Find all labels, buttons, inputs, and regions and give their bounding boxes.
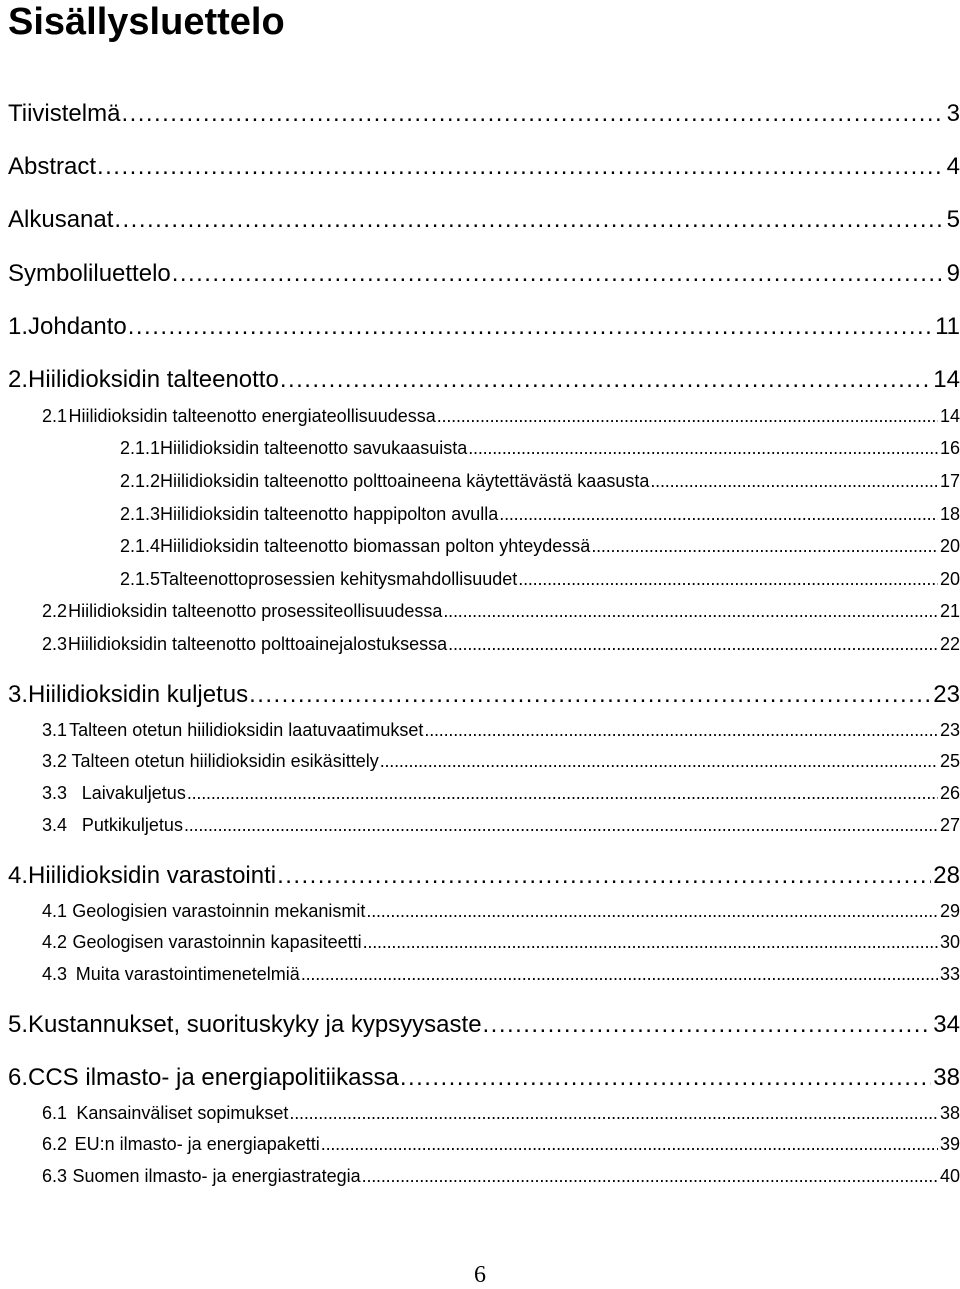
toc-section-2-3[interactable]: [42, 631, 960, 655]
dot-leader: [321, 1134, 938, 1155]
toc-entry-number: 6.3: [42, 1166, 68, 1186]
toc-entry-page: 30: [939, 932, 960, 952]
dot-leader: [448, 634, 938, 655]
toc-section-3-3[interactable]: [42, 780, 960, 804]
toc-entry-title: Kansainväliset sopimukset: [76, 1103, 289, 1123]
toc-subsection-2-1-5[interactable]: [120, 566, 960, 590]
toc-entry-title: Geologisien varastoinnin mekanismit: [72, 901, 366, 921]
toc-entry-page: 5: [946, 206, 960, 233]
toc-entry-number: 1.: [8, 313, 29, 340]
toc-entry-number: 6.: [8, 1064, 29, 1091]
toc-entry-page: 21: [939, 601, 960, 621]
page-title: Sisällysluettelo: [8, 1, 285, 43]
toc-chapter-2[interactable]: [8, 364, 960, 394]
toc-entry-number: 3.3: [42, 783, 68, 803]
toc-entry-number: 6.2: [42, 1134, 68, 1154]
toc-entry-abstract[interactable]: [8, 151, 960, 181]
toc-entry-page: 40: [939, 1166, 960, 1186]
toc-entry-title: Muita varastointimenetelmiä: [75, 964, 300, 984]
toc-section-2-2[interactable]: [42, 598, 960, 622]
toc-entry-page: 22: [939, 634, 960, 654]
toc-entry-number: 2.1: [42, 406, 68, 426]
dot-leader: [172, 260, 945, 288]
toc-entry-page: 38: [939, 1103, 960, 1123]
toc-chapter-3[interactable]: [8, 679, 960, 709]
toc-entry-number: 2.2: [42, 601, 68, 621]
toc-entry-title: Hiilidioksidin talteenotto polttoainejalostuksessa: [67, 634, 448, 654]
toc-entry-page: 33: [939, 964, 960, 984]
toc-entry-symboliluettelo[interactable]: [8, 258, 960, 288]
toc-entry-alkusanat[interactable]: [8, 204, 960, 234]
toc-entry-number: 6.1: [42, 1103, 68, 1123]
dot-leader: [363, 932, 938, 953]
toc-entry-number: 3.: [8, 681, 29, 708]
toc-section-4-1[interactable]: [42, 898, 960, 922]
dot-leader: [184, 815, 938, 836]
dot-leader: [400, 1064, 931, 1092]
toc-entry-page: 26: [939, 783, 960, 803]
toc-chapter-1[interactable]: [8, 311, 960, 341]
toc-entry-tiivistelma[interactable]: [8, 98, 960, 128]
toc-entry-title: Talteenottoprosessien kehitysmahdollisuudet: [160, 569, 518, 589]
toc-entry-page: 25: [939, 751, 960, 771]
toc-entry-title: Hiilidioksidin talteenotto: [28, 366, 279, 393]
toc-subsection-2-1-1[interactable]: [120, 435, 960, 459]
toc-section-2-1[interactable]: [42, 403, 960, 427]
toc-entry-page: 3: [946, 100, 960, 127]
toc-entry-number: 4.3: [42, 964, 68, 984]
toc-section-3-4[interactable]: [42, 812, 960, 836]
dot-leader: [424, 720, 938, 741]
toc-entry-title: Putkikuljetus: [81, 815, 183, 835]
toc-entry-title: Hiilidioksidin talteenotto biomassan polton yhteydessä: [160, 536, 591, 556]
toc-entry-title: Hiilidioksidin talteenotto happipolton avulla: [160, 504, 499, 524]
dot-leader: [437, 406, 938, 427]
toc-section-6-2[interactable]: [42, 1131, 960, 1155]
toc-chapter-4[interactable]: [8, 860, 960, 890]
toc-entry-number: 2.1.2: [120, 471, 161, 491]
dot-leader: [483, 1011, 932, 1039]
dot-leader: [380, 751, 938, 772]
toc-chapter-5[interactable]: [8, 1009, 960, 1039]
toc-entry-page: 34: [933, 1011, 960, 1038]
toc-entry-title: Johdanto: [28, 313, 127, 340]
toc-entry-title: Kustannukset, suorituskyky ja kypsyysaste: [28, 1011, 482, 1038]
dot-leader: [187, 783, 938, 804]
toc-section-3-1[interactable]: [42, 717, 960, 741]
toc-entry-number: 4.: [8, 862, 29, 889]
toc-section-4-3[interactable]: [42, 961, 960, 985]
toc-entry-title: Hiilidioksidin varastointi: [28, 862, 277, 889]
toc-subsection-2-1-2[interactable]: [120, 468, 960, 492]
toc-entry-title: Hiilidioksidin talteenotto energiateollisuudessa: [68, 406, 436, 426]
toc-entry-page: 16: [939, 438, 960, 458]
dot-leader: [443, 601, 938, 622]
toc-entry-page: 4: [946, 153, 960, 180]
toc-entry-number: 3.2: [42, 751, 68, 771]
toc-entry-number: 2.1.3: [120, 504, 161, 524]
toc-entry-title: Talteen otetun hiilidioksidin esikäsittely: [71, 751, 379, 771]
toc-entry-page: 18: [939, 504, 960, 524]
dot-leader: [301, 964, 938, 985]
toc-subsection-2-1-3[interactable]: [120, 501, 960, 525]
dot-leader: [128, 313, 933, 341]
dot-leader: [121, 100, 944, 128]
toc-entry-page: 27: [939, 815, 960, 835]
toc-entry-page: 23: [939, 720, 960, 740]
toc-entry-number: 4.1: [42, 901, 68, 921]
dot-leader: [591, 536, 938, 557]
toc-entry-title: Hiilidioksidin talteenotto savukaasuista: [160, 438, 468, 458]
toc-section-3-2[interactable]: [42, 748, 960, 772]
dot-leader: [362, 1166, 938, 1187]
toc-entry-page: 28: [933, 862, 960, 889]
dot-leader: [114, 206, 944, 234]
toc-entry-number: 3.4: [42, 815, 68, 835]
dot-leader: [280, 366, 931, 394]
toc-entry-number: 2.1.5: [120, 569, 161, 589]
toc-entry-number: 2.1.4: [120, 536, 161, 556]
dot-leader: [468, 438, 938, 459]
toc-entry-page: 23: [933, 681, 960, 708]
toc-entry-page: 11: [935, 313, 960, 340]
toc-entry-page: 39: [939, 1134, 960, 1154]
toc-entry-page: 9: [946, 260, 960, 287]
toc-entry-title: Talteen otetun hiilidioksidin laatuvaatimukset: [69, 720, 424, 740]
toc-entry-page: 29: [939, 901, 960, 921]
toc-entry-title: Hiilidioksidin talteenotto polttoaineena käytettävästä kaasusta: [160, 471, 650, 491]
dot-leader: [366, 901, 938, 922]
toc-entry-number: 2.1.1: [120, 438, 161, 458]
toc-entry-title: Geologisen varastoinnin kapasiteetti: [72, 932, 362, 952]
dot-leader: [499, 504, 938, 525]
dot-leader: [289, 1103, 938, 1124]
toc-entry-title: CCS ilmasto- ja energiapolitiikassa: [28, 1064, 399, 1091]
toc-entry-title: Alkusanat: [8, 206, 114, 233]
toc-entry-title: Hiilidioksidin kuljetus: [28, 681, 249, 708]
dot-leader: [518, 569, 938, 590]
dot-leader: [650, 471, 938, 492]
toc-entry-number: 2.3: [42, 634, 68, 654]
toc-section-6-3[interactable]: [42, 1163, 960, 1187]
toc-entry-page: 20: [939, 569, 960, 589]
toc-entry-title: Symboliluettelo: [8, 260, 171, 287]
toc-chapter-6[interactable]: [8, 1062, 960, 1092]
dot-leader: [249, 681, 931, 709]
toc-entry-number: 3.1: [42, 720, 68, 740]
toc-entry-page: 14: [933, 366, 960, 393]
toc-entry-title: Hiilidioksidin talteenotto prosessiteollisuudessa: [68, 601, 443, 621]
toc-entry-title: Suomen ilmasto- ja energiastrategia: [72, 1166, 361, 1186]
toc-entry-page: 20: [939, 536, 960, 556]
toc-entry-page: 14: [939, 406, 960, 426]
toc-entry-page: 17: [939, 471, 960, 491]
toc-entry-number: 2.: [8, 366, 29, 393]
toc-entry-title: Abstract: [8, 153, 97, 180]
toc-entry-number: 5.: [8, 1011, 29, 1038]
toc-entry-title: Laivakuljetus: [81, 783, 186, 803]
toc-entry-title: Tiivistelmä: [8, 100, 121, 127]
toc-entry-number: 4.2: [42, 932, 68, 952]
dot-leader: [277, 862, 931, 890]
toc-entry-page: 38: [933, 1064, 960, 1091]
toc-section-4-2[interactable]: [42, 929, 960, 953]
toc-subsection-2-1-4[interactable]: [120, 533, 960, 557]
toc-entry-title: EU:n ilmasto- ja energiapaketti: [74, 1134, 320, 1154]
dot-leader: [97, 153, 945, 181]
toc-section-6-1[interactable]: [42, 1100, 960, 1124]
page-number: 6: [474, 1262, 486, 1288]
